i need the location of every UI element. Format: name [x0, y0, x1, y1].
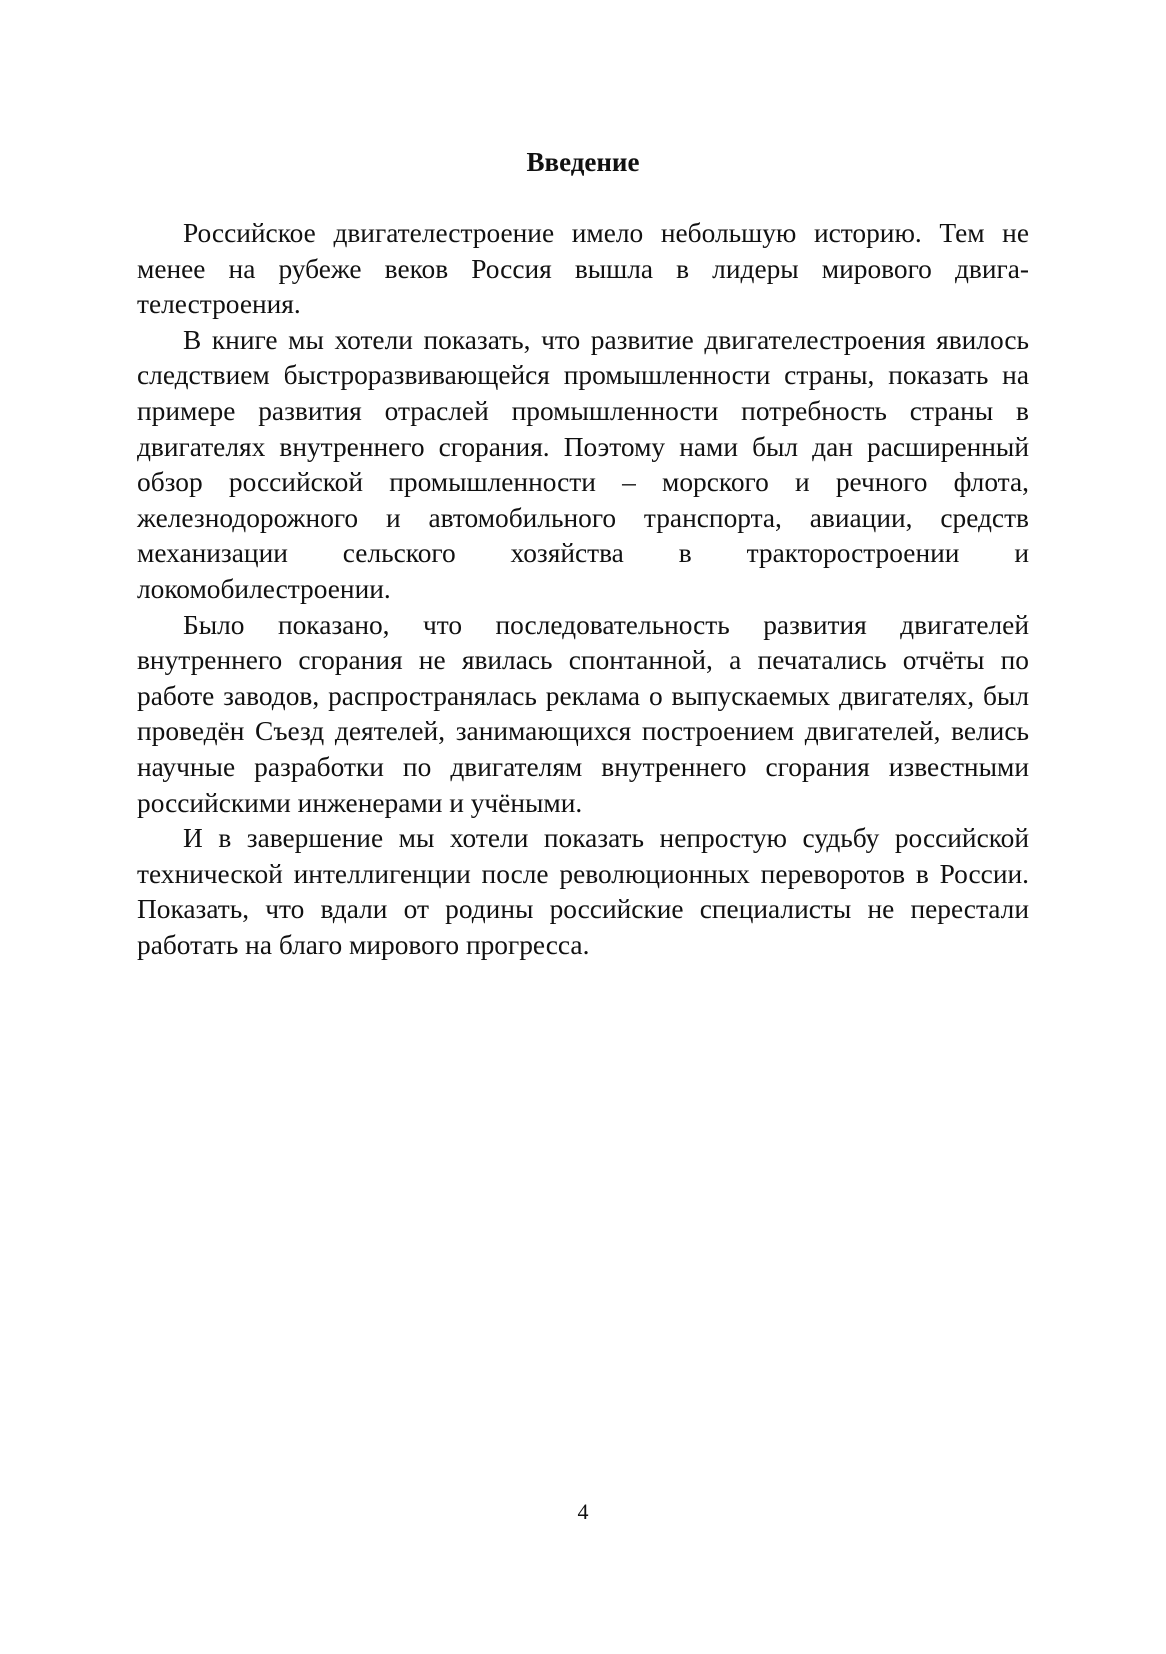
paragraph-4: И в завершение мы хотели показать непростую судьбу российской технической интеллигенции после революционных переворотов в России. Показать, что вдали от родины российские специалисты не перестали работать на благо мирового прогресса.: [137, 823, 1029, 960]
page-number: 4: [577, 1499, 589, 1524]
paragraph-3: Было показано, что последовательность развития двигателей внутреннего сгорания не явилась спонтанной, а печатались отчёты по работе заводов, распространялась реклама о выпускаемых двигателях, был проведён Съезд деятелей, занимающихся построением двигателей, велись научные разработки по двигателям внутреннего сгорания известными российскими инженерами и учёными.: [137, 609, 1029, 818]
body-text: [137, 216, 1029, 963]
paragraph-2: В книге мы хотели показать, что развитие двигателестроения явилось следствием быстроразвивающейся промышленности страны, показать на примере развития отраслей промышленности потребность страны в двигателях внутреннего сгорания. Поэтому нами был дан расширенный обзор российской промышленности – морского и речного флота, железнодорожного и автомобильного транспорта, авиации, средств механизации сельского хозяйства в тракторостроении и локомобилестроении.: [137, 324, 1029, 604]
section-heading: Введение: [526, 147, 640, 177]
paragraph-1: Российское двигателестроение имело небольшую историю. Тем не менее на рубеже веков Россия вышла в лидеры мирового двигателестроения.: [137, 218, 1029, 320]
